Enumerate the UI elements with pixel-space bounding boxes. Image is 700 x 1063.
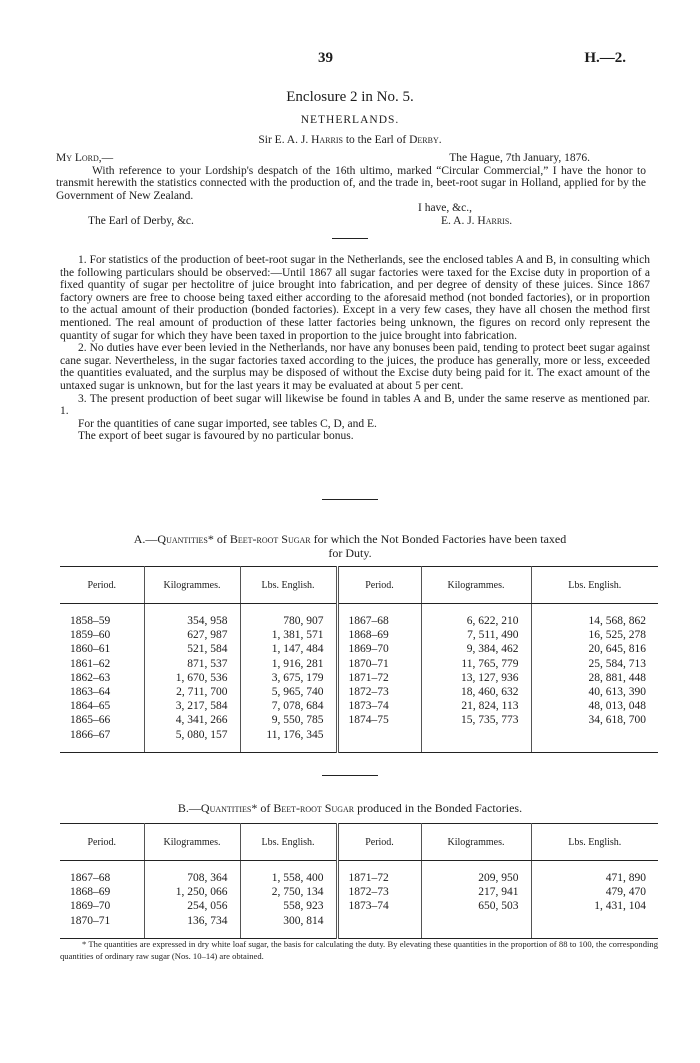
sender-prefix: Sir E. A. J. (258, 134, 312, 146)
table-cell: 1863–64 (60, 685, 144, 699)
table-a-title-line2: for Duty. (328, 546, 372, 560)
table-cell: 471, 890 (605, 872, 646, 884)
table-cell: 5, 080, 157 (144, 728, 240, 742)
table-cell: 136, 734 (144, 914, 240, 928)
table-cell: 1867–68 (60, 871, 144, 885)
table-cell: 14, 568, 862 (588, 615, 646, 627)
table-cell: 558, 923 (240, 899, 337, 913)
table-cell: 48, 013, 048 (588, 700, 646, 713)
table-cell: 1862–63 (60, 671, 144, 685)
table-cell (531, 728, 658, 742)
letter-addressee: The Earl of Derby, &c. (88, 215, 194, 227)
table-row (60, 885, 658, 899)
table-a (60, 566, 658, 753)
table-cell (421, 914, 531, 928)
table-cell: 5, 965, 740 (240, 685, 337, 699)
table-cell: 7, 078, 684 (240, 699, 337, 713)
table-cell: 3, 675, 179 (240, 671, 337, 685)
table-cell: 1872–73 (337, 685, 421, 699)
table-cell: 521, 584 (144, 642, 240, 656)
table-cell: 254, 056 (144, 899, 240, 913)
paragraph-2: 2. No duties have ever been levied in the Netherlands, nor have any bonuses been paid, tending to protect beet sugar against cane sugar. Nevertheless, in the sugar factories taxed according to the juices, the produce has generally, more or less, exceeded the quantities evaluated, and the surplus may be disposed of without the Excise duty being paid for it. The exact amount of the untaxed sugar is unknown, but for the last years it may be evaluated at about 5 per cent. (60, 342, 650, 392)
table-cell: 1, 381, 571 (240, 628, 337, 642)
table-cell (421, 728, 531, 742)
divider-rule (322, 499, 378, 500)
table-cell: 1873–74 (337, 899, 421, 913)
table-cell: 1, 558, 400 (240, 871, 337, 885)
footnote: * The quantities are expressed in dry white loaf sugar, the basis for calculating the duty. By elevating these quantities in the proportion of 88 to 100, the corresponding quantities of ordinary raw sugar (Nos. 10–14) are obtained. (60, 939, 658, 961)
paragraph-3: 3. The present production of beet sugar will likewise be found in tables A and B, under the same reserve as mentioned par. 1. (60, 392, 650, 418)
table-cell: 1867–68 (337, 614, 421, 628)
column-header: Kilogrammes. (144, 567, 240, 604)
table-cell: 34, 618, 700 (588, 714, 646, 727)
table-cell: 209, 950 (421, 871, 531, 885)
table-cell: 25, 584, 713 (588, 657, 646, 670)
table-cell: 1871–72 (337, 671, 421, 685)
table-cell: 871, 537 (144, 657, 240, 671)
table-cell (337, 728, 421, 742)
table-row (60, 699, 658, 713)
table-cell: 11, 765, 779 (421, 657, 531, 671)
divider-rule (332, 238, 368, 239)
table-row (60, 628, 658, 642)
column-header: Period. (337, 824, 421, 861)
table-row (60, 871, 658, 885)
table-cell: 1861–62 (60, 657, 144, 671)
enclosure-title: Enclosure 2 in No. 5. (286, 89, 414, 105)
table-cell: 1870–71 (60, 914, 144, 928)
column-header: Period. (60, 567, 144, 604)
table-cell: 1858–59 (60, 614, 144, 628)
table-cell: 1, 916, 281 (240, 657, 337, 671)
table-cell: 1866–67 (60, 728, 144, 742)
table-cell: 708, 364 (144, 871, 240, 885)
table-cell: 4, 341, 266 (144, 713, 240, 727)
table-cell: 1871–72 (337, 871, 421, 885)
column-header: Kilogrammes. (421, 567, 531, 604)
table-cell: 3, 217, 584 (144, 699, 240, 713)
table-row (60, 914, 658, 928)
table-cell: 11, 176, 345 (240, 728, 337, 742)
letter-closing: I have, &c., (418, 202, 472, 214)
table-cell: 2, 750, 134 (240, 885, 337, 899)
letter-signature (441, 215, 512, 227)
table-cell: 1, 431, 104 (594, 900, 646, 913)
divider-rule (322, 775, 378, 776)
table-cell: 1, 147, 484 (240, 642, 337, 656)
table-cell: 300, 814 (240, 914, 337, 928)
table-a-title-line1: A.—Quantities* of Beet-root Sugar for which the Not Bonded Factories have been taxed (133, 532, 567, 546)
table-cell: 780, 907 (240, 614, 337, 628)
table-row (60, 685, 658, 699)
table-cell: 6, 622, 210 (421, 614, 531, 628)
table-row (60, 728, 658, 742)
table-cell: 479, 470 (605, 886, 646, 899)
table-cell: 1869–70 (337, 642, 421, 656)
table-cell: 217, 941 (421, 885, 531, 899)
table-cell: 1870–71 (337, 657, 421, 671)
sender-surname: Harris (311, 134, 343, 146)
country-heading: NETHERLANDS. (300, 114, 400, 126)
table-row (60, 899, 658, 913)
sender-suffix: . (438, 134, 442, 146)
column-header: Lbs. English. (240, 567, 337, 604)
sender-line (0, 134, 700, 146)
table-cell: 627, 987 (144, 628, 240, 642)
table-row (60, 614, 658, 628)
table-cell: 7, 511, 490 (421, 628, 531, 642)
statistics-notes (60, 254, 650, 443)
table-cell: 354, 958 (144, 614, 240, 628)
signature-surname: Harris (477, 215, 510, 227)
table-a-title (0, 532, 700, 560)
page-number: 39 (318, 50, 333, 66)
table-cell: 1874–75 (337, 713, 421, 727)
letter-body: With reference to your Lordship's despatch of the 16th ultimo, marked “Circular Commercial,” I have the honor to transmit herewith the statistics connected with the production of, and the trade in, beet-root sugar in Holland, applied for by the Government of New Zealand. (56, 165, 646, 202)
paragraph-4: For the quantities of cane sugar imported, see tables C, D, and E. (78, 417, 377, 430)
signature-initials: E. A. J. (441, 215, 478, 227)
paragraph-5: The export of beet sugar is favoured by no particular bonus. (78, 430, 354, 443)
table-cell: 1, 670, 536 (144, 671, 240, 685)
table-cell: 18, 460, 632 (421, 685, 531, 699)
sender-recipient: Derby (409, 134, 439, 146)
letter-place-date: The Hague, 7th January, 1876. (449, 152, 590, 164)
table-cell: 650, 503 (421, 899, 531, 913)
table-cell: 15, 735, 773 (421, 713, 531, 727)
table-cell: 1872–73 (337, 885, 421, 899)
table-row (60, 642, 658, 656)
table-cell: 9, 384, 462 (421, 642, 531, 656)
table-b-title: B.—Quantities* of Beet-root Sugar produced in the Bonded Factories. (177, 801, 523, 815)
table-header-row (60, 567, 658, 604)
column-header: Lbs. English. (531, 567, 658, 604)
table-cell: 2, 711, 700 (144, 685, 240, 699)
table-cell: 1868–69 (60, 885, 144, 899)
table-cell (337, 914, 421, 928)
table-cell: 9, 550, 785 (240, 713, 337, 727)
spacer-row (60, 742, 658, 753)
table-row (60, 671, 658, 685)
table-row (60, 713, 658, 727)
spacer-row (60, 928, 658, 939)
paragraph-1: 1. For statistics of the production of beet-root sugar in the Netherlands, see the enclosed tables A and B, in consulting which the following particulars should be observed:—Until 1867 all sugar factories were taxed for the Excise duty in proportion of a fixed quantity of sugar per hectolitre of juice brought into fabrication, and per degree of density of these juices. Since 1867 factory owners are free to choose being taxed either according to the aforesaid method (not bonded factories), or in proportion to the actual amount of their production (bonded factories). Except in a very few cases, they have all chosen the method first mentioned. The real amount of production of these latter factories being unknown, the figures on record only represent the quantity of sugar for which they have been taxed in proportion to the juice brought into fabrication. (60, 254, 650, 342)
document-reference: H.—2. (584, 50, 626, 66)
table-cell: 13, 127, 936 (421, 671, 531, 685)
table-cell: 20, 645, 816 (588, 643, 646, 656)
table-cell: 1869–70 (60, 899, 144, 913)
table-cell: 1, 250, 066 (144, 885, 240, 899)
column-header: Period. (60, 824, 144, 861)
letter-salutation: My Lord,— (56, 152, 114, 164)
table-cell: 21, 824, 113 (421, 699, 531, 713)
table-cell: 1864–65 (60, 699, 144, 713)
table-cell: 28, 881, 448 (588, 671, 646, 684)
spacer-row (60, 861, 658, 872)
sender-middle: to the Earl of (342, 134, 410, 146)
column-header: Lbs. English. (531, 824, 658, 861)
table-b (60, 823, 658, 939)
table-cell: 1873–74 (337, 699, 421, 713)
table-cell: 1859–60 (60, 628, 144, 642)
table-cell: 16, 525, 278 (588, 629, 646, 642)
table-cell (531, 914, 658, 928)
signature-end: . (509, 215, 513, 227)
table-cell: 40, 613, 390 (588, 686, 646, 699)
table-row (60, 657, 658, 671)
table-cell: 1860–61 (60, 642, 144, 656)
table-cell: 1865–66 (60, 713, 144, 727)
column-header: Period. (337, 567, 421, 604)
spacer-row (60, 604, 658, 615)
column-header: Lbs. English. (240, 824, 337, 861)
table-header-row (60, 824, 658, 861)
table-cell: 1868–69 (337, 628, 421, 642)
column-header: Kilogrammes. (421, 824, 531, 861)
column-header: Kilogrammes. (144, 824, 240, 861)
